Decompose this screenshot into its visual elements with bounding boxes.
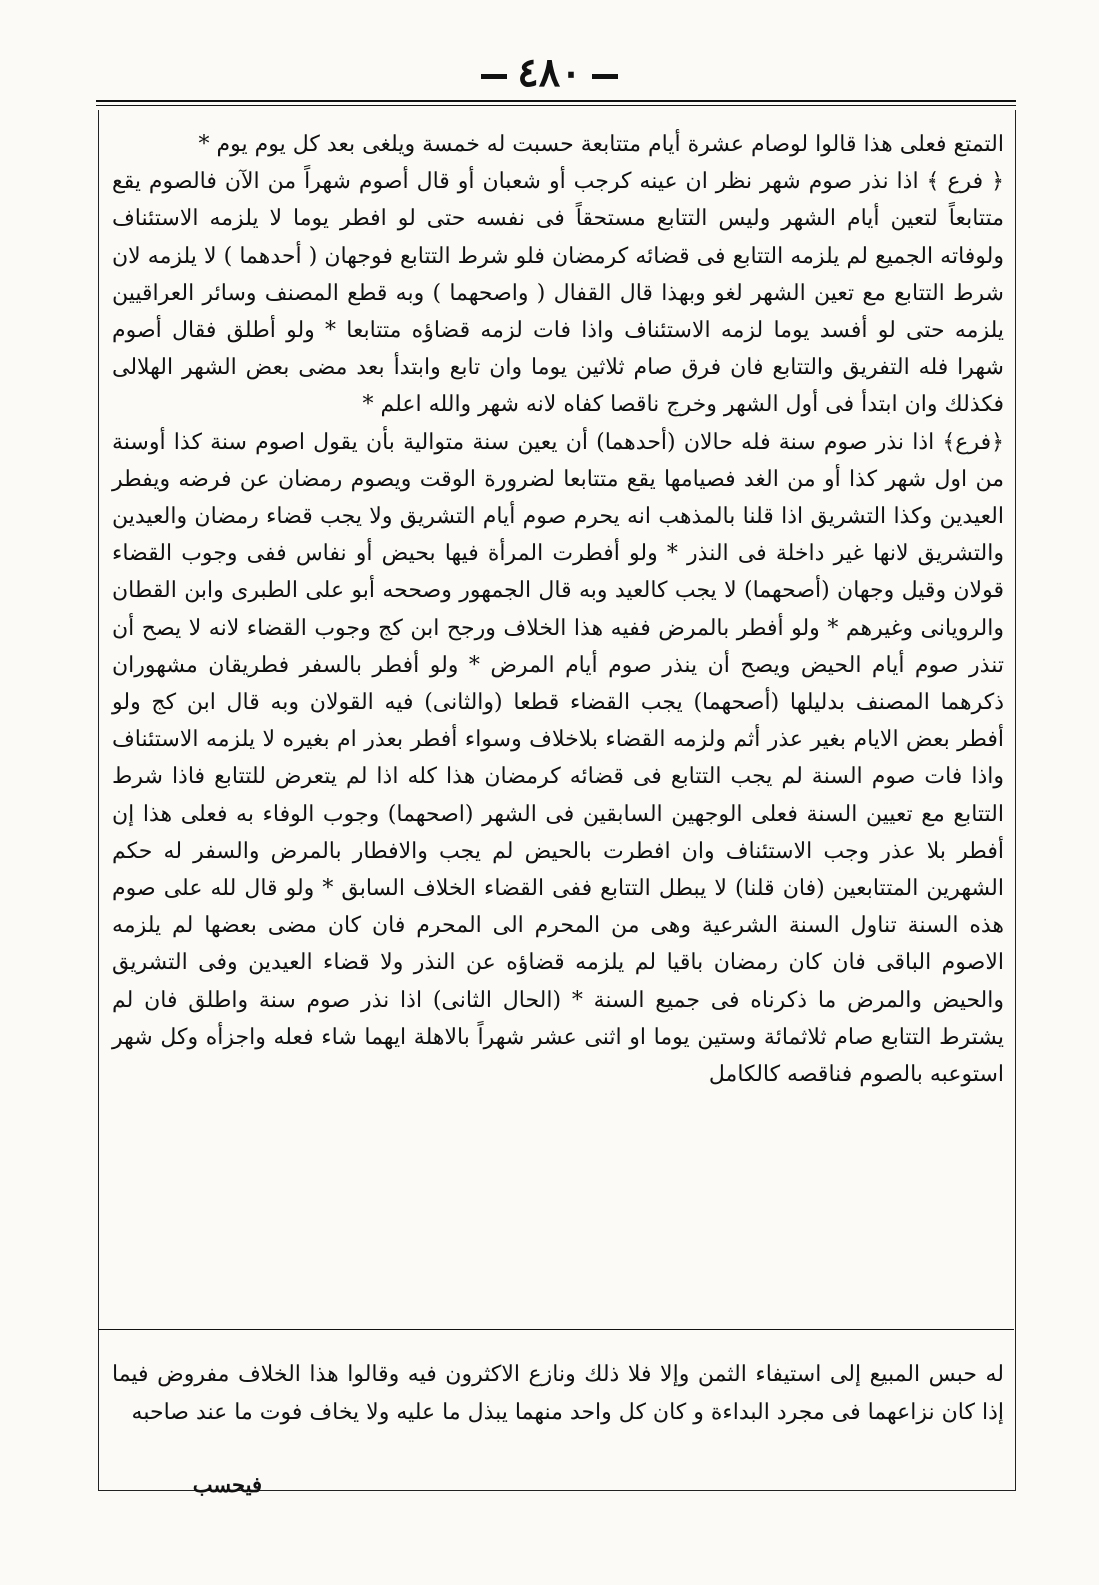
paragraph-year-vow: ﴿فرع﴾ اذا نذر صوم سنة فله حالان (أحدهما) أن يعين سنة متوالية بأن يقول اصوم سنة كذا أوسنة من اول شهر كذا أو من الغد فصيامها يقع متتابعا لضرورة الوقت ويصوم رمضان عن فرضه ويفطر العيدين وكذا التشريق اذا قلنا بالمذهب انه يحرم صوم أيام التشريق ولا يجب قضاء رمضان والعيدين والتشريق لانها غير داخلة فى النذر * ولو أفطرت المرأة فيها بحيض أو نفاس ففى وجوب القضاء قولان وقيل وجهان (أصحهما) لا يجب كالعيد وبه قال الجمهور وصححه أبو على الطبرى وابن القطان والرويانى وغيرهم * ولو أفطر بالمرض ففيه هذا الخلاف ورجح ابن كج وجوب القضاء لانه لا يصح أن تنذر صوم أيام الحيض ويصح أن ينذر صوم أيام المرض * ولو أفطر بالسفر فطريقان مشهوران ذكرهما المصنف بدليلها (أصحهما) يجب القضاء قطعا (والثانى) فيه القولان وبه قال ابن كج ولو أفطر بعض الايام بغير عذر أثم ولزمه القضاء بلاخلاف وسواء أفطر بعذر ام بغيره لا يلزمه الاستئناف واذا فات صوم السنة لم يجب التتابع فى قضائه كرمضان هذا كله اذا لم يتعرض للتتابع فاذا شرط التتابع مع تعيين السنة فعلى الوجهين السابقين فى الشهر (اصحهما) وجوب الوفاء به فعلى هذا إن أفطر بلا عذر وجب الاستئناف وان افطرت بالحيض لم يجب والافطار بالمرض والسفر له حكم الشهرين المتتابعين (فان قلنا) لا يبطل التتابع ففى القضاء الخلاف السابق * ولو قال لله على صوم هذه السنة تناول السنة الشرعية وهى من المحرم الى المحرم فان كان مضى بعضها لم يلزمه الاصوم الباقى فان كان رمضان باقيا لم يلزمه قضاؤه عن النذر ولا قضاء العيدين وفى التشريق والحيض والمرض ما ذكرناه فى جميع السنة * (الحال الثانى) اذا نذر صوم سنة واطلق فان لم يشترط التتابع صام ثلاثمائة وستين يوما او اثنى عشر شهراً بالاهلة ايهما شاء فعله واجزأه وكل شهر استوعبه بالصوم فناقصه كالكامل — [112, 429, 1004, 1088]
paragraph-month-vow: ﴿ فرع ﴾ اذا نذر صوم شهر نظر ان عينه كرجب أو شعبان أو قال أصوم شهراً من الآن فالصوم يقع متتابعاً لتعين أيام الشهر وليس التتابع مستحقاً فى نفسه حتى لو افطر يوما لا يلزمه الاستئناف ولوفاته الجميع لم يلزمه التتابع فى قضائه كرمضان فلو شرط التتابع فوجهان ( أحدهما ) لا يلزمه لان شرط التتابع مع تعين الشهر لغو وبهذا قال القفال ( واصحهما ) وبه قطع المصنف وسائر العراقيين يلزمه حتى لو أفسد يوما لزمه الاستئناف واذا فات لزمه قضاؤه متتابعا * ولو أطلق فقال أصوم شهرا فله التفريق والتتابع فان فرق صام ثلاثين يوما وان تابع وابتدأ بعد مضى بعض الشهر الهلالى فكذلك وان ابتدأ فى أول الشهر وخرج ناقصا كفاه لانه شهر والله اعلم * — [112, 169, 1004, 418]
left-dash — [481, 74, 507, 79]
page-number — [0, 48, 1099, 98]
catchword: فيحسب — [192, 1472, 262, 1497]
footnote-rule — [98, 1329, 1014, 1330]
footnote-text: له حبس المبيع إلى استيفاء الثمن وإلا فلا ذلك ونازع الاكثرون فيه وقالوا هذا الخلاف مفروض فيما إذا كان نزاعهما فى مجرد البداءة و كان كل واحد منهما يبذل ما عليه ولا يخاف فوت ما عند صاحبه — [112, 1362, 1004, 1425]
main-text-block — [112, 126, 1004, 1093]
header-rule — [96, 100, 1016, 106]
page-number-value: ٤٨٠ — [517, 49, 582, 96]
right-dash — [592, 74, 618, 79]
paragraph-intro: التمتع فعلى هذا قالوا لوصام عشرة أيام متتابعة حسبت له خمسة ويلغى بعد كل يوم يوم * — [198, 132, 1004, 157]
